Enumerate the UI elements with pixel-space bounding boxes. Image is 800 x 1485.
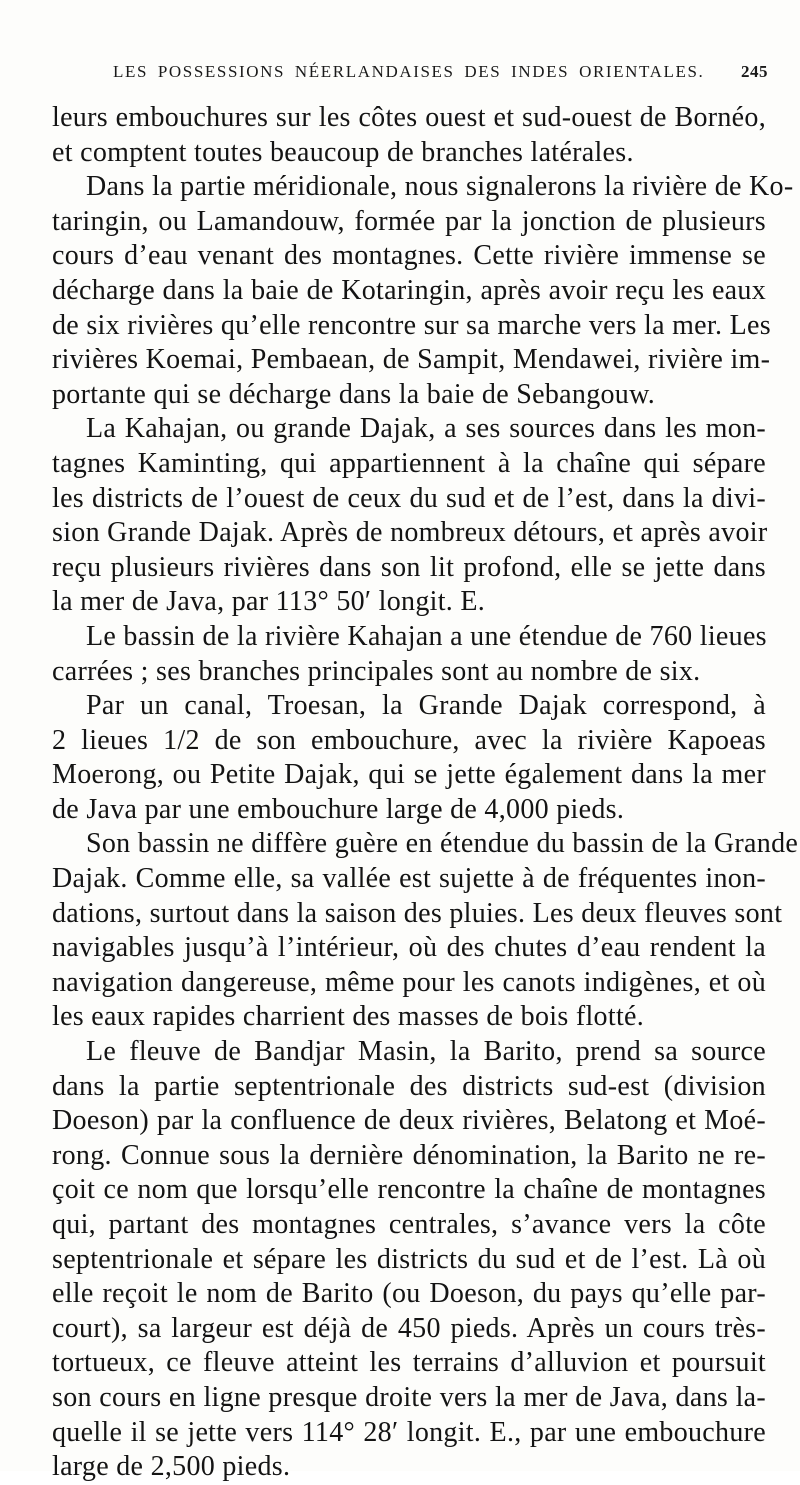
running-header [55,62,768,92]
text-line: Dajak. Comme elle, sa vallée est sujette à de fréquentes inon- [52,863,766,895]
text-line: la mer de Java, par 113° 50′ longit. E. [52,586,486,618]
text-line: septentrionale et sépare les districts du sud et de l’est. Là où [52,1243,766,1275]
text-line: les eaux rapides charrient des masses de bois flotté. [52,1001,645,1033]
text-line: Le fleuve de Bandjar Masin, la Barito, prend sa source [86,1036,766,1068]
text-line: de six rivières qu’elle rencontre sur sa marche vers la mer. Les [52,309,771,341]
text-line: La Kahajan, ou grande Dajak, a ses sources dans les mon- [86,413,766,445]
text-line: Le bassin de la rivière Kahajan a une étendue de 760 lieues [86,620,767,652]
text-line: sion Grande Dajak. Après de nombreux détours, et après avoir [52,517,768,549]
text-line: navigables jusqu’à l’intérieur, où des chutes d’eau rendent la [52,932,766,964]
text-line: son cours en ligne presque droite vers la mer de Java, dans la- [52,1381,766,1413]
text-line: Moerong, ou Petite Dajak, qui se jette également dans la mer [52,759,766,791]
text-line: décharge dans la baie de Kotaringin, après avoir reçu les eaux [52,274,766,306]
text-line: rong. Connue sous la dernière dénomination, la Barito ne re- [52,1139,766,1171]
text-line: dations, surtout dans la saison des pluies. Les deux fleuves sont [52,897,783,929]
text-line: court), sa largeur est déjà de 450 pieds. Après un cours très- [52,1312,766,1344]
text-line: çoit ce nom que lorsqu’elle rencontre la chaîne de montagnes [52,1174,766,1206]
text-line: et comptent toutes beaucoup de branches latérales. [52,136,634,168]
text-line: Par un canal, Troesan, la Grande Dajak correspond, à [86,690,766,722]
text-line: tagnes Kaminting, qui appartiennent à la chaîne qui sépare [52,447,766,479]
body-text [52,101,799,1485]
text-line: tortueux, ce fleuve atteint les terrains d’alluvion et poursuit [52,1347,766,1379]
text-line: taringin, ou Lamandouw, formée par la jonction de plusieurs [52,205,766,237]
text-line: dans la partie septentrionale des districts sud-est (division [52,1070,766,1102]
text-line: leurs embouchures sur les côtes ouest et sud-ouest de Bornéo, [52,102,766,133]
text-line: rivières Koemai, Pembaean, de Sampit, Mendawei, rivière im- [52,344,771,376]
text-line: Doeson) par la confluence de deux rivières, Belatong et Moé- [52,1105,766,1137]
text-line: elle reçoit le nom de Barito (ou Doeson, du pays qu’elle par- [52,1278,766,1310]
text-line: reçu plusieurs rivières dans son lit profond, elle se jette dans [52,551,766,583]
text-line: Dans la partie méridionale, nous signalerons la rivière de Ko- [86,171,794,203]
text-line: cours d’eau venant des montagnes. Cette rivière immense se [52,240,766,272]
running-title: LES POSSESSIONS NÉERLANDAISES DES INDES ORIENTALES. [113,62,705,81]
text-line: quelle il se jette vers 114° 28′ longit. E., par une embouchure [52,1416,766,1448]
page-number: 245 [741,62,768,81]
text-line: les districts de l’ouest de ceux du sud et de l’est, dans la divi- [52,482,766,514]
text-line: Son bassin ne diffère guère en étendue du bassin de la Grande [86,828,799,860]
text-line: 2 lieues 1/2 de son embouchure, avec la rivière Kapoeas [52,724,766,756]
text-line: large de 2,500 pieds. [52,1451,291,1483]
text-line: portante qui se décharge dans la baie de Sebangouw. [52,378,656,410]
text-line: navigation dangereuse, même pour les canots indigènes, et où [52,966,766,998]
text-line: qui, partant des montagnes centrales, s’avance vers la côte [52,1209,766,1240]
text-line: de Java par une embouchure large de 4,000 pieds. [52,793,625,825]
text-line: carrées ; ses branches principales sont au nombre de six. [52,655,701,687]
